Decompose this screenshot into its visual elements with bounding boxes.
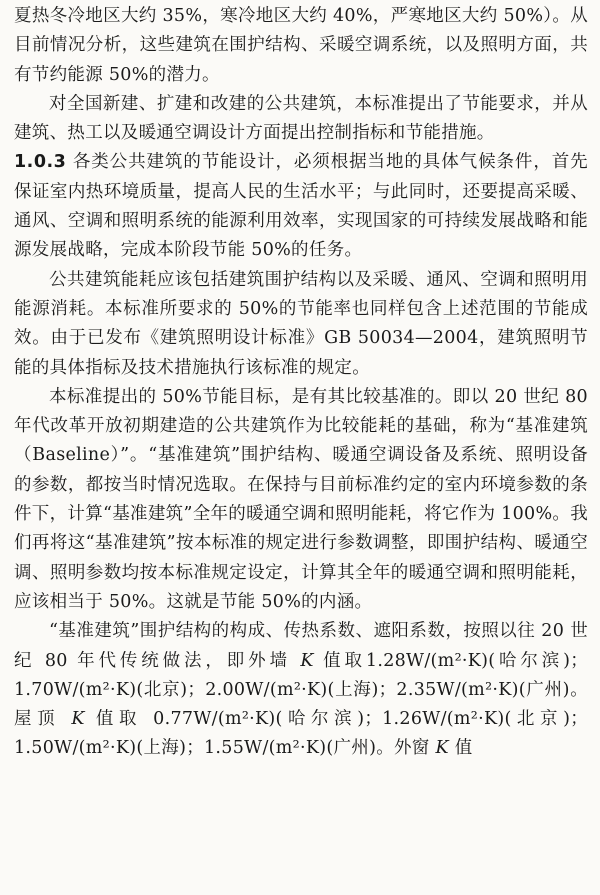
k-symbol: K — [300, 650, 314, 671]
clause-number: 1.0.3 — [14, 152, 67, 173]
paragraph-5-part-b: 值取1.28W/(m²·K)(哈尔滨)；1.70W/(m²·K)(北京)；2.00W/(m²·K)(上海)；2.35W/(m²·K)(广州)。屋顶 — [14, 650, 589, 730]
paragraph-2: 对全国新建、扩建和改建的公共建筑，本标准提出了节能要求，并从建筑、热工以及暖通空调设计方面提出控制指标和节能措施。 — [14, 93, 588, 144]
paragraph-5 — [14, 617, 588, 763]
paragraph-3: 公共建筑能耗应该包括建筑围护结构以及采暖、通风、空调和照明用能源消耗。本标准所要求的 50%的节能率也同样包含上述范围的节能成效。由于已发布《建筑照明设计标准》GB 50034—2004，建筑照明节能的具体指标及技术措施执行该标准的规定。 — [14, 269, 588, 378]
paragraph-1: 夏热冬冷地区大约 35%，寒冷地区大约 40%，严寒地区大约 50%）。从目前情况分析，这些建筑在围护结构、采暖空调系统，以及照明方面，共有节约能源 50%的潜力。 — [14, 6, 588, 85]
paragraph-5-part-a: “基准建筑”围护结构的构成、传热系数、遮阳系数，按照以往 20 世纪 80 年代传统做法，即外墙 — [14, 621, 588, 671]
k-symbol: K — [435, 738, 449, 759]
paragraph-5-part-d: 值 — [448, 738, 473, 759]
k-symbol: K — [71, 709, 85, 730]
paragraph-5-part-c: 值取 0.77W/(m²·K)(哈尔滨)；1.26W/(m²·K)(北京)；1.50W/(m²·K)(上海)；1.55W/(m²·K)(广州)。外窗 — [14, 709, 588, 759]
clause-text: 各类公共建筑的节能设计，必须根据当地的具体气候条件，首先保证室内热环境质量，提高人民的生活水平；与此同时，还要提高采暖、通风、空调和照明系统的能源利用效率，实现国家的可持续发展战略和能源发展战略，完成本阶段节能 50%的任务。 — [14, 152, 588, 261]
clause-1-0-3 — [14, 148, 588, 265]
paragraph-4: 本标准提出的 50%节能目标，是有其比较基准的。即以 20 世纪 80 年代改革开放初期建造的公共建筑作为比较能耗的基础，称为“基准建筑（Baseline）”。“基准建筑”围护结构、暖通空调设备及系统、照明设备的参数，都按当时情况选取。在保持与目前标准约定的室内环境参数的条件下，计算“基准建筑”全年的暖通空调和照明能耗，将它作为 100%。我们再将这“基准建筑”按本标准的规定进行参数调整，即围护结构、暖通空调、照明参数均按本标准规定设定，计算其全年的暖通空调和照明能耗，应该相当于 50%。这就是节能 50%的内涵。 — [14, 386, 588, 612]
